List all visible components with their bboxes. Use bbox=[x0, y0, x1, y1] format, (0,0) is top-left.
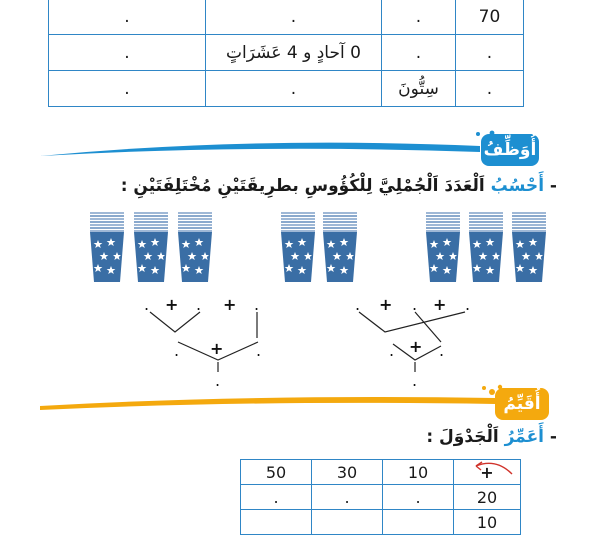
plus-sign: + bbox=[480, 462, 494, 482]
cup-stack-group-right bbox=[425, 212, 557, 284]
blank-dot[interactable]: . bbox=[465, 295, 471, 314]
blank-dot[interactable]: . bbox=[254, 295, 260, 314]
table-cell[interactable] bbox=[241, 510, 312, 535]
blank-dot[interactable]: . bbox=[256, 341, 262, 360]
instruction-evaluate bbox=[426, 427, 557, 447]
plus-sign: + bbox=[223, 295, 237, 314]
table-row bbox=[241, 510, 521, 535]
plus-sign: + bbox=[165, 295, 179, 314]
table-cell[interactable] bbox=[383, 510, 454, 535]
table-cell[interactable]: . bbox=[383, 485, 454, 510]
table-cell[interactable]: . bbox=[312, 485, 383, 510]
table-cell[interactable]: . bbox=[206, 71, 382, 107]
curved-arrow-icon bbox=[468, 458, 518, 478]
section-badge-evaluate: أُقَيِّمُ bbox=[495, 388, 549, 420]
instruction-dash: - bbox=[544, 176, 557, 196]
sum-tree-left bbox=[130, 290, 290, 390]
plus-sign: + bbox=[379, 295, 393, 314]
instruction-apply bbox=[121, 176, 557, 196]
paper-cup-icon bbox=[178, 212, 212, 282]
table-cell[interactable]: . bbox=[456, 35, 524, 71]
blank-dot[interactable]: . bbox=[355, 295, 361, 314]
instruction-text: اَلْعَدَدَ اَلْجُمْلِيَّ لِلْكُؤُوسِ بطرِيقَتَيْنِ مُخْتَلِفَتَيْنِ : bbox=[120, 176, 491, 196]
blank-dot[interactable]: . bbox=[389, 341, 395, 360]
table-cell[interactable]: . bbox=[382, 0, 456, 35]
blank-dot[interactable]: . bbox=[215, 371, 221, 390]
table-cell: 70 bbox=[456, 0, 524, 35]
table-row bbox=[49, 0, 524, 35]
table-cell[interactable]: . bbox=[49, 35, 206, 71]
paper-cup-icon bbox=[469, 212, 503, 282]
table-cell[interactable]: . bbox=[456, 71, 524, 107]
table-cell: 0 آحادٍ و 4 عَشَرَاتٍ bbox=[206, 35, 382, 71]
table-row bbox=[49, 71, 524, 107]
paper-cup-icon bbox=[323, 212, 357, 282]
table-cell[interactable] bbox=[312, 510, 383, 535]
operator-cell bbox=[454, 460, 521, 485]
row-header-cell: 10 bbox=[454, 510, 521, 535]
blank-dot[interactable]: . bbox=[174, 341, 180, 360]
table-cell[interactable]: . bbox=[382, 35, 456, 71]
instruction-text: اَلْجَدْوَلَ : bbox=[426, 427, 505, 447]
plus-sign: + bbox=[433, 295, 447, 314]
blank-dot[interactable]: . bbox=[196, 295, 202, 314]
blank-dot[interactable]: . bbox=[412, 295, 418, 314]
table-cell: سِتُّونَ bbox=[382, 71, 456, 107]
blank-dot[interactable]: . bbox=[439, 341, 445, 360]
table-cell[interactable]: . bbox=[241, 485, 312, 510]
row-header-cell: 20 bbox=[454, 485, 521, 510]
header-cell: 10 bbox=[383, 460, 454, 485]
table-header-row bbox=[241, 460, 521, 485]
cup-stack-group-left bbox=[89, 212, 221, 284]
instruction-dash: - bbox=[544, 427, 557, 447]
addition-table bbox=[240, 459, 521, 535]
paper-cup-icon bbox=[90, 212, 124, 282]
plus-sign: + bbox=[409, 337, 423, 356]
table-cell[interactable]: . bbox=[49, 0, 206, 35]
blank-dot[interactable]: . bbox=[144, 295, 150, 314]
section-badge-apply: أُوَظِّفُ bbox=[481, 134, 539, 166]
instruction-keyword: أَعَمِّرُ bbox=[504, 427, 545, 447]
sum-tree-right bbox=[345, 290, 495, 390]
header-cell: 30 bbox=[312, 460, 383, 485]
paper-cup-icon bbox=[512, 212, 546, 282]
table-cell[interactable]: . bbox=[206, 0, 382, 35]
table-row bbox=[49, 35, 524, 71]
table-row bbox=[241, 485, 521, 510]
plus-sign: + bbox=[210, 339, 224, 358]
top-table bbox=[48, 0, 524, 107]
paper-cup-icon bbox=[426, 212, 460, 282]
blank-dot[interactable]: . bbox=[412, 371, 418, 390]
table-cell[interactable]: . bbox=[49, 71, 206, 107]
paper-cup-icon bbox=[281, 212, 315, 282]
paper-cup-icon bbox=[134, 212, 168, 282]
cup-stack-group-middle bbox=[280, 212, 360, 284]
instruction-keyword: أَحْسُبُ bbox=[490, 176, 545, 196]
header-cell: 50 bbox=[241, 460, 312, 485]
